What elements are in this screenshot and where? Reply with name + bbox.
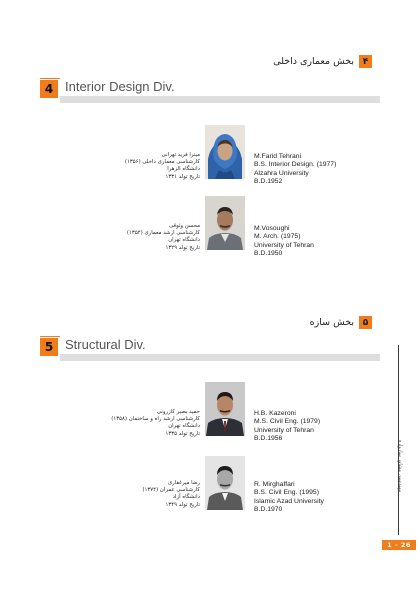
section-4-persian-number: ۴ <box>359 55 372 68</box>
person-3-fa-birth: تاریخ تولد ۱۳۳۵ <box>165 430 200 437</box>
person-3-university: University of Tehran <box>254 426 314 434</box>
person-1-persian-info <box>50 152 200 181</box>
person-1-photo <box>205 125 245 179</box>
person-3-fa-degree: کارشناسی ارشد راه و ساختمان (۱۳۵۸) <box>111 416 200 423</box>
person-4-fa-degree: کارشناسی عمران (۱۳۷۴) <box>142 487 200 494</box>
person-3-english-info <box>254 410 320 443</box>
side-vertical-text: مهندسین مشاور سازواره <box>397 440 403 493</box>
person-2-persian-info <box>50 223 200 252</box>
person-2-university: University of Tehran <box>254 241 314 249</box>
section-4-heading <box>40 78 380 100</box>
person-2-fa-birth: تاریخ تولد ۱۳۲۹ <box>165 244 200 251</box>
section-rule-grey <box>60 354 380 361</box>
person-4-fa-university: دانشگاه آزاد <box>172 494 200 501</box>
person-1-fa-university: دانشگاه الزهرا <box>167 166 200 173</box>
person-1-university: Alzahra University <box>254 169 309 177</box>
person-2-birth: B.D.1950 <box>254 249 283 257</box>
person-4-degree: B.S. Civil Eng. (1995) <box>254 489 319 497</box>
section-rule-accent <box>40 78 60 79</box>
person-2-fa-university: دانشگاه تهران <box>168 237 200 244</box>
section-5-title: Structural Div. <box>65 337 146 352</box>
person-1-fa-birth: تاریخ تولد ۱۳۳۱ <box>165 173 200 180</box>
person-3-birth: B.D.1956 <box>254 434 283 442</box>
person-2-photo <box>205 196 245 250</box>
person-1-degree: B.S. Interior Design. (1977) <box>254 161 337 169</box>
section-4-persian-heading <box>273 55 372 68</box>
person-4-name: R. Mirghaffari <box>254 481 295 488</box>
person-1-fa-name: میترا فرید تهرانی <box>161 152 200 158</box>
section-4-persian-title: بخش معماری داخلی <box>273 56 354 67</box>
person-2-fa-degree: کارشناسی ارشد معماری (۱۳۵۴) <box>126 230 200 237</box>
person-3-fa-name: حمید بصیر کازرونی <box>156 409 200 415</box>
section-5-number: 5 <box>40 338 58 356</box>
section-5-heading <box>40 336 380 358</box>
section-rule-accent <box>40 336 60 337</box>
person-4-photo <box>205 456 245 510</box>
person-4-english-info <box>254 481 324 514</box>
person-3-fa-university: دانشگاه تهران <box>168 423 200 430</box>
person-1-birth: B.D.1952 <box>254 177 283 185</box>
person-4-fa-name: رضا میرغفاری <box>167 480 200 486</box>
person-4-fa-birth: تاریخ تولد ۱۳۴۹ <box>165 501 200 508</box>
person-4-persian-info <box>50 480 200 509</box>
person-1-english-info <box>254 153 336 186</box>
section-5-persian-number: ۵ <box>359 316 372 329</box>
section-4-title: Interior Design Div. <box>65 79 175 94</box>
person-3-name: H.B. Kazeroni <box>254 410 296 417</box>
person-3-persian-info <box>50 409 200 438</box>
person-3-photo <box>205 382 245 436</box>
person-3-degree: M.S. Civil Eng. (1979) <box>254 418 321 426</box>
person-4-university: Islamic Azad University <box>254 497 324 505</box>
person-2-fa-name: محسن وثوقی <box>169 223 200 229</box>
section-5-persian-heading <box>310 316 372 329</box>
section-4-number: 4 <box>40 80 58 98</box>
section-rule-grey <box>60 96 380 103</box>
person-2-name: M.Vosoughi <box>254 225 290 232</box>
person-2-english-info <box>254 225 314 258</box>
person-2-degree: M. Arch. (1975) <box>254 233 301 241</box>
person-1-name: M.Farid Tehrani <box>254 153 302 160</box>
section-5-persian-title: بخش سازه <box>309 317 354 328</box>
person-4-birth: B.D.1970 <box>254 505 283 513</box>
person-1-fa-degree: کارشناسی معماری داخلی (۱۳۵۶) <box>124 159 200 166</box>
page-number-tab: 1 - 26 <box>382 540 416 550</box>
